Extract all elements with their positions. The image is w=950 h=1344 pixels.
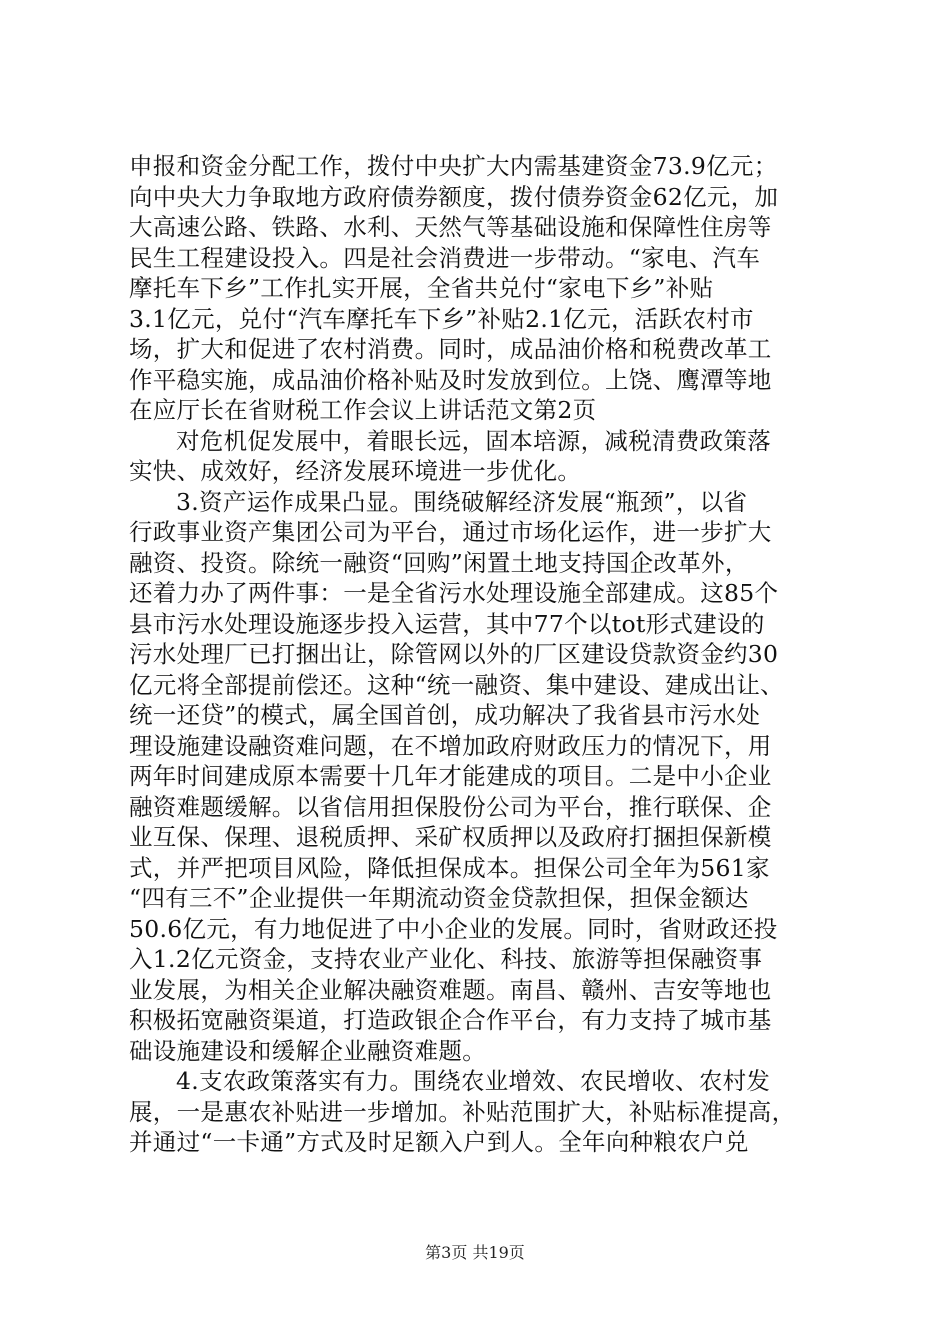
text-line: 式，并严把项目风险，降低担保成本。担保公司全年为561家 xyxy=(129,853,770,882)
text-line: 业互保、保理、退税质押、采矿权质押以及政府打捆担保新模 xyxy=(129,823,772,851)
text-line: 摩托车下乡”工作扎实开展，全省共兑付“家电下乡”补贴 xyxy=(129,274,714,302)
text-line: 向中央大力争取地方政府债券额度，拨付债券资金62亿元，加 xyxy=(129,182,779,211)
text-line: 入1.2亿元资金，支持农业产业化、科技、旅游等担保融资事 xyxy=(129,945,763,973)
text-line: 申报和资金分配工作，拨付中央扩大内需基建资金73.9亿元； xyxy=(129,152,778,180)
text-line: 50.6亿元，有力地促进了中小企业的发展。同时，省财政还投 xyxy=(129,914,778,943)
text-line: 理设施建设融资难问题，在不增加政府财政压力的情况下，用 xyxy=(129,731,772,760)
body-text xyxy=(129,151,834,1158)
text-line: 积极拓宽融资渠道，打造政银企合作平台，有力支持了城市基 xyxy=(129,1006,772,1034)
text-line: 统一还贷”的模式，属全国首创，成功解决了我省县市污水处 xyxy=(129,701,761,729)
text-line: 实快、成效好，经济发展环境进一步优化。 xyxy=(129,457,582,485)
text-line: 两年时间建成原本需要十几年才能建成的项目。二是中小企业 xyxy=(129,762,772,790)
text-line: 民生工程建设投入。四是社会消费进一步带动。“家电、汽车 xyxy=(129,243,761,272)
text-line: 还着力办了两件事：一是全省污水处理设施全部建成。这85个 xyxy=(129,579,779,607)
text-line: 县市污水处理设施逐步投入运营，其中77个以tot形式建设的 xyxy=(129,609,765,638)
text-line: 行政事业资产集团公司为平台，通过市场化运作，进一步扩大 xyxy=(129,518,772,546)
text-line: 融资难题缓解。以省信用担保股份公司为平台，推行联保、企 xyxy=(129,792,772,821)
text-line: 大高速公路、铁路、水利、天然气等基础设施和保障性住房等 xyxy=(129,213,772,241)
text-line: 污水处理厂已打捆出让，除管网以外的厂区建设贷款资金约30 xyxy=(129,640,779,668)
text-line: 础设施建设和缓解企业融资难题。 xyxy=(129,1036,486,1065)
page-number-footer: 第3页 共19页 xyxy=(425,1243,525,1262)
text-line: 4.支农政策落实有力。围绕农业增效、农民增收、农村发 xyxy=(176,1067,771,1095)
text-line: “四有三不”企业提供一年期流动资金贷款担保，担保金额达 xyxy=(129,884,749,912)
text-line: 亿元将全部提前偿还。这种“统一融资、集中建设、建成出让、 xyxy=(129,670,784,699)
text-line: 展，一是惠农补贴进一步增加。补贴范围扩大，补贴标准提高， xyxy=(129,1097,796,1126)
text-line: 业发展，为相关企业解决融资难题。南昌、赣州、吉安等地也 xyxy=(129,975,772,1004)
text-line: 融资、投资。除统一融资“回购”闲置土地支持国企改革外， xyxy=(129,548,749,577)
text-line: 对危机促发展中，着眼长远，固本培源，减税清费政策落 xyxy=(176,426,771,455)
text-line: 3.1亿元，兑付“汽车摩托车下乡”补贴2.1亿元，活跃农村市 xyxy=(129,304,754,333)
text-line: 并通过“一卡通”方式及时足额入户到人。全年向种粮农户兑 xyxy=(129,1128,749,1156)
text-line: 场，扩大和促进了农村消费。同时，成品油价格和税费改革工 xyxy=(129,335,772,363)
text-line: 3.资产运作成果凸显。围绕破解经济发展“瓶颈”，以省 xyxy=(176,487,748,516)
text-line: 在应厅长在省财税工作会议上讲话范文第2页 xyxy=(129,396,597,424)
text-line: 作平稳实施，成品油价格补贴及时发放到位。上饶、鹰潭等地 xyxy=(129,365,772,394)
